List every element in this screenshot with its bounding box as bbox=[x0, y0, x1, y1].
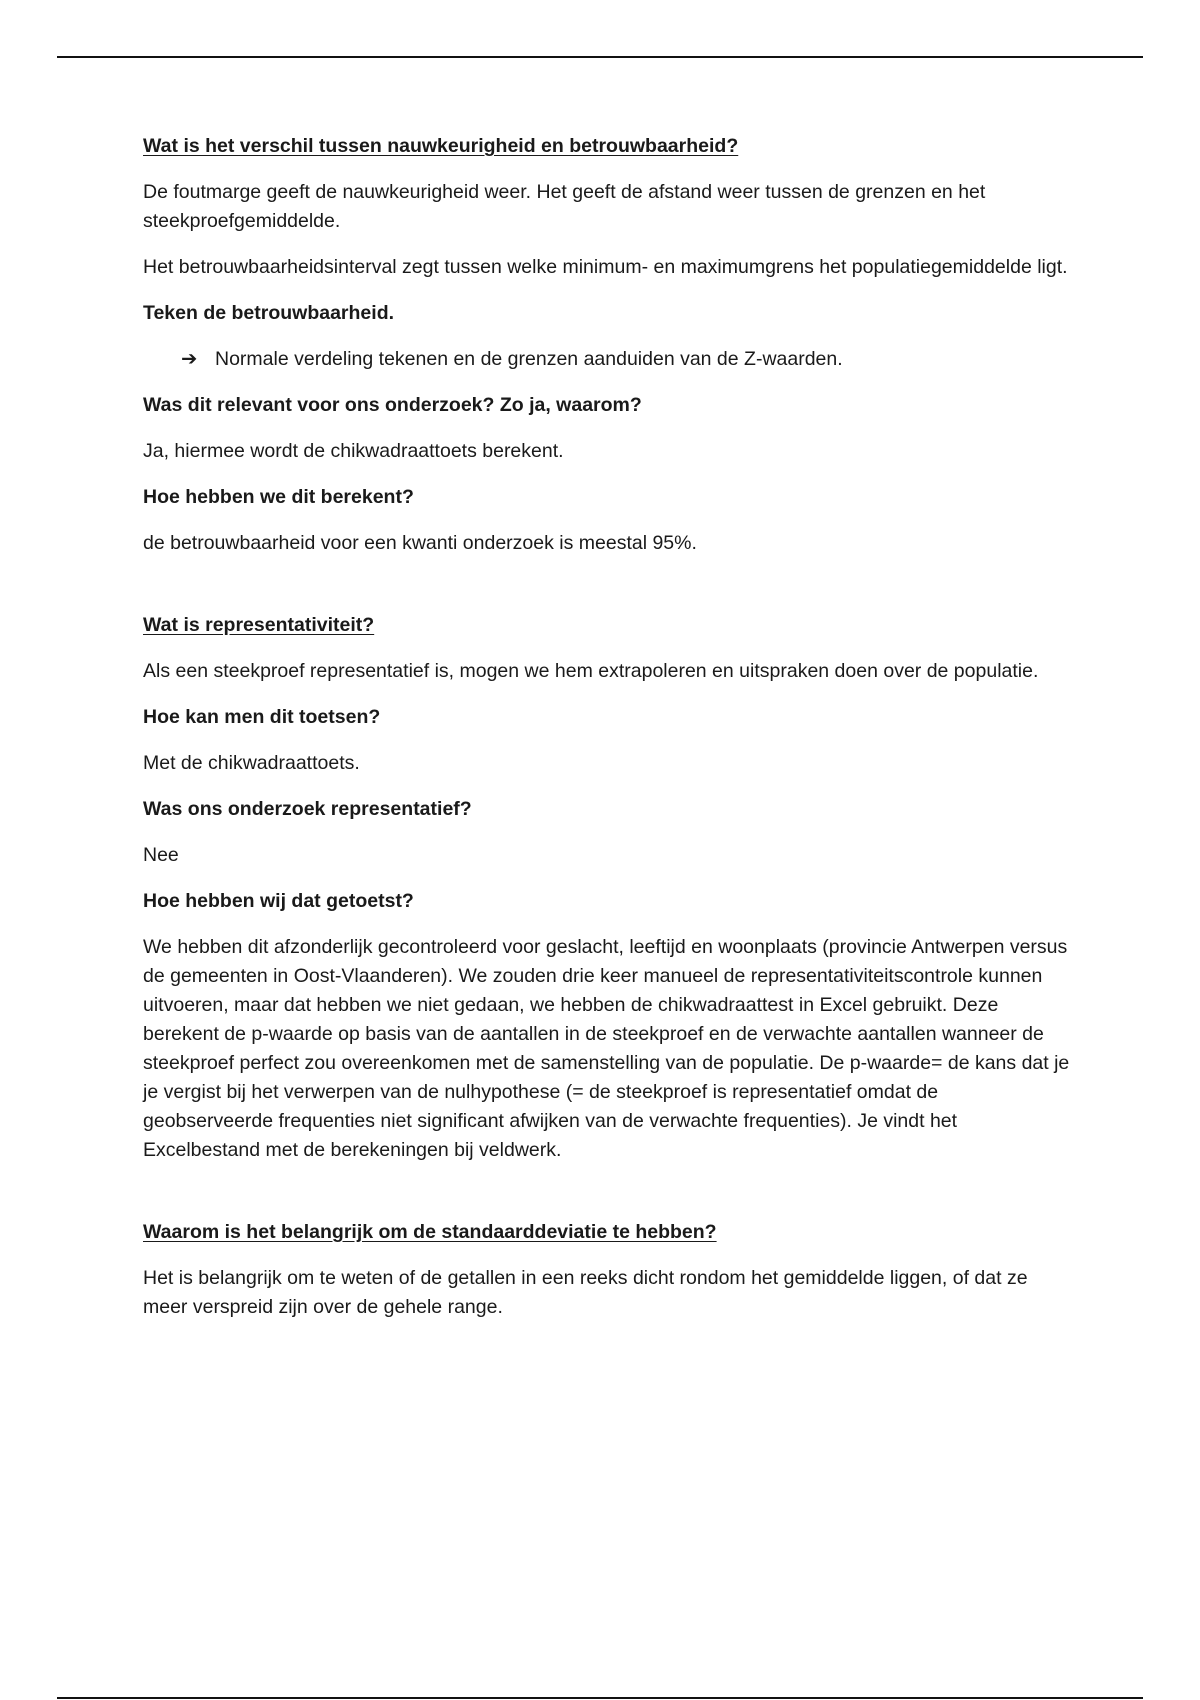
question: Was ons onderzoek representatief? bbox=[143, 798, 472, 820]
question: Was dit relevant voor ons onderzoek? Zo ja, waarom? bbox=[143, 394, 642, 416]
heading-accuracy-reliability: Wat is het verschil tussen nauwkeurigheid en betrouwbaarheid? bbox=[143, 135, 739, 157]
question: Teken de betrouwbaarheid. bbox=[143, 302, 395, 324]
paragraph: De foutmarge geeft de nauwkeurigheid weer. Het geeft de afstand weer tussen de grenzen en het steekproefgemiddelde. bbox=[143, 181, 986, 232]
bottom-rule bbox=[57, 1697, 1143, 1699]
paragraph: Als een steekproef representatief is, mogen we hem extrapoleren en uitspraken doen over de populatie. bbox=[143, 660, 1039, 682]
answer: We hebben dit afzonderlijk gecontroleerd voor geslacht, leeftijd en woonplaats (provincie Antwerpen versus de gemeenten in Oost-Vlaanderen). We zouden drie keer manueel de representativiteitscontrole kunnen uitvoeren, maar dat hebben we niet gedaan, we hebben de chikwadraattest in Excel gebruikt. Deze berekent de p-waarde op basis van de aantallen in de steekproef en de verwachte aantallen wanneer de steekproef perfect zou overeenkomen met de samenstelling van de populatie. De p-waarde= de kans dat je je vergist bij het verwerpen van de nulhypothese (= de steekproef is representatief omdat de geobserveerde frequenties niet significant afwijken van de verwachte frequenties). Je vindt het Excelbestand met de berekeningen bij veldwerk. bbox=[143, 936, 1070, 1161]
document-body bbox=[143, 132, 1073, 1339]
heading-standard-deviation: Waarom is het belangrijk om de standaarddeviatie te hebben? bbox=[143, 1221, 717, 1243]
paragraph: Het is belangrijk om te weten of de getallen in een reeks dicht rondom het gemiddelde liggen, of dat ze meer verspreid zijn over de gehele range. bbox=[143, 1267, 1028, 1318]
arrow-right-icon: ➔ bbox=[181, 348, 198, 370]
question: Hoe kan men dit toetsen? bbox=[143, 706, 381, 728]
question: Hoe hebben wij dat getoetst? bbox=[143, 890, 414, 912]
spacer bbox=[143, 575, 1073, 611]
arrow-bullet bbox=[143, 345, 1073, 374]
bullet-text: Normale verdeling tekenen en de grenzen aanduiden van de Z-waarden. bbox=[215, 348, 843, 370]
answer: Ja, hiermee wordt de chikwadraattoets berekent. bbox=[143, 440, 564, 462]
answer: Met de chikwadraattoets. bbox=[143, 752, 360, 774]
heading-representativeness: Wat is representativiteit? bbox=[143, 614, 375, 636]
top-rule bbox=[57, 56, 1143, 58]
question: Hoe hebben we dit berekent? bbox=[143, 486, 414, 508]
answer: Nee bbox=[143, 844, 179, 866]
paragraph: Het betrouwbaarheidsinterval zegt tussen welke minimum- en maximumgrens het populatiegemiddelde ligt. bbox=[143, 256, 1068, 278]
spacer bbox=[143, 1182, 1073, 1218]
answer: de betrouwbaarheid voor een kwanti onderzoek is meestal 95%. bbox=[143, 532, 697, 554]
